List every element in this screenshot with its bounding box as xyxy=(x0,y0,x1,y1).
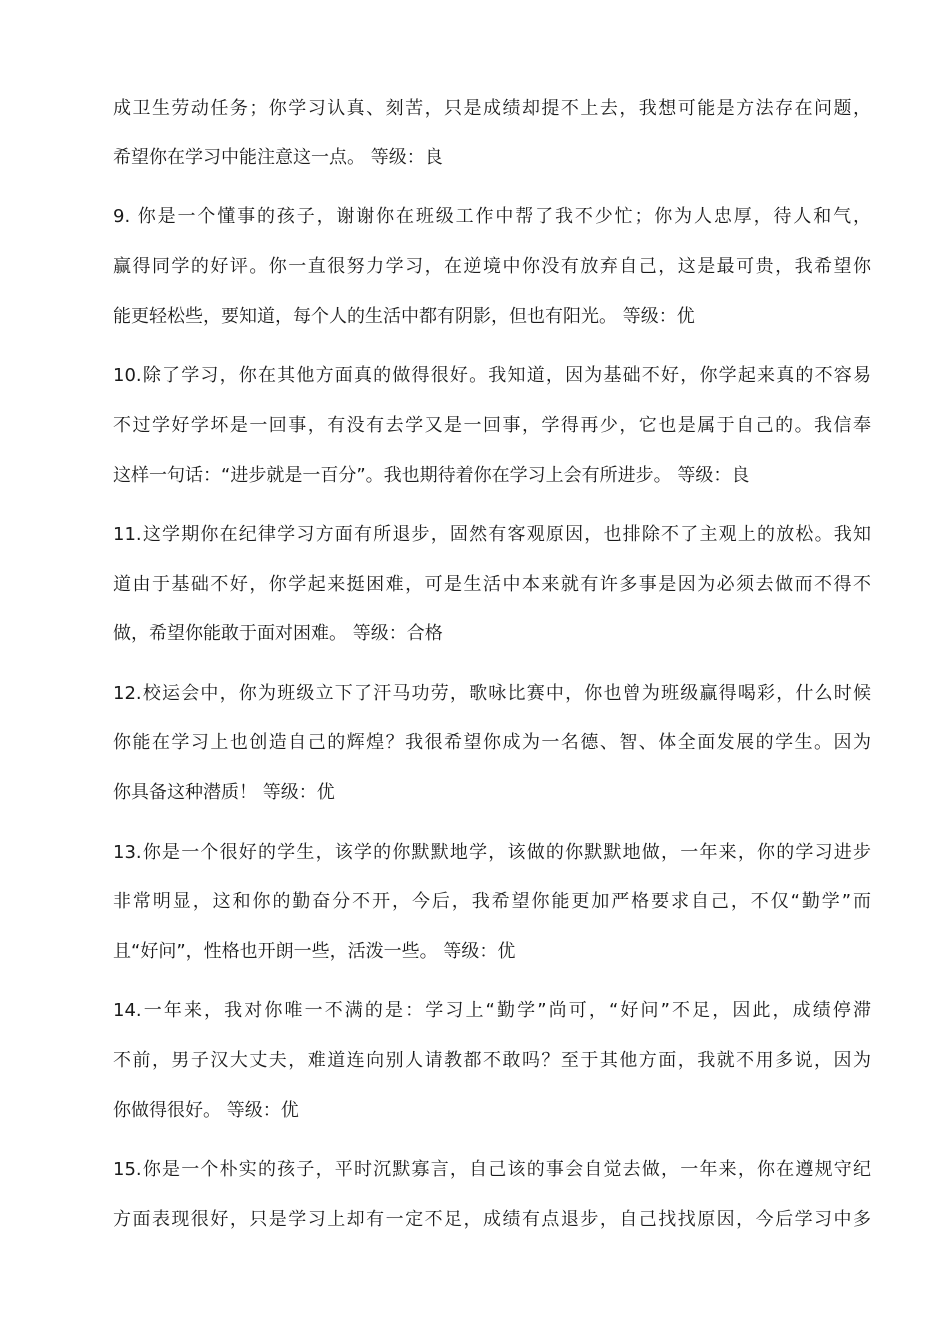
text-line: 希望你在学习中能注意这一点。 等级：良 xyxy=(113,147,443,168)
comment-9-line: 9. 你是一个懂事的孩子，谢谢你在班级工作中帮了我不少忙；你为人忠厚，待人和气， xyxy=(113,206,871,227)
comment-10-line: 10.除了学习，你在其他方面真的做得很好。我知道，因为基础不好，你学起来真的不容易 xyxy=(113,365,871,386)
text-line: 你做得很好。 等级：优 xyxy=(113,1100,299,1121)
text-line: 不前，男子汉大丈夫，难道连向别人请教都不敢吗？至于其他方面，我就不用多说，因为 xyxy=(113,1050,871,1071)
comment-11-line: 11.这学期你在纪律学习方面有所退步，固然有客观原因，也排除不了主观上的放松。我知 xyxy=(113,524,871,545)
text-line: 你具备这种潜质！ 等级：优 xyxy=(113,782,335,803)
text-line: 方面表现很好，只是学习上却有一定不足，成绩有点退步，自己找找原因，今后学习中多 xyxy=(113,1209,871,1230)
text-line: 赢得同学的好评。你一直很努力学习，在逆境中你没有放弃自己，这是最可贵，我希望你 xyxy=(113,256,871,277)
text-line: 且“好问”，性格也开朗一些，活泼一些。 等级：优 xyxy=(113,941,516,962)
text-line: 成卫生劳动任务；你学习认真、刻苦，只是成绩却提不上去，我想可能是方法存在问题， xyxy=(113,98,871,119)
text-line: 这样一句话：“进步就是一百分”。我也期待着你在学习上会有所进步。 等级：良 xyxy=(113,465,750,486)
text-line: 做，希望你能敢于面对困难。 等级：合格 xyxy=(113,623,443,644)
comment-14-line: 14.一年来，我对你唯一不满的是：学习上“勤学”尚可，“好问”不足，因此，成绩停滞 xyxy=(113,1000,871,1021)
comment-15-line: 15.你是一个朴实的孩子，平时沉默寡言，自己该的事会自觉去做，一年来，你在遵规守纪 xyxy=(113,1159,871,1180)
text-line: 道由于基础不好，你学起来挺困难，可是生活中本来就有许多事是因为必须去做而不得不 xyxy=(113,574,871,595)
text-line: 你能在学习上也创造自己的辉煌？我很希望你成为一名德、智、体全面发展的学生。因为 xyxy=(113,732,871,753)
comment-13-line: 13.你是一个很好的学生，该学的你默默地学，该做的你默默地做，一年来，你的学习进步 xyxy=(113,842,871,863)
text-line: 非常明显，这和你的勤奋分不开，今后，我希望你能更加严格要求自己，不仅“勤学”而 xyxy=(113,891,871,912)
text-line: 能更轻松些，要知道，每个人的生活中都有阴影，但也有阳光。 等级：优 xyxy=(113,306,695,327)
comment-12-line: 12.校运会中，你为班级立下了汗马功劳，歌咏比赛中，你也曾为班级赢得喝彩，什么时候 xyxy=(113,683,871,704)
text-line: 不过学好学坏是一回事，有没有去学又是一回事，学得再少，它也是属于自己的。我信奉 xyxy=(113,415,871,436)
